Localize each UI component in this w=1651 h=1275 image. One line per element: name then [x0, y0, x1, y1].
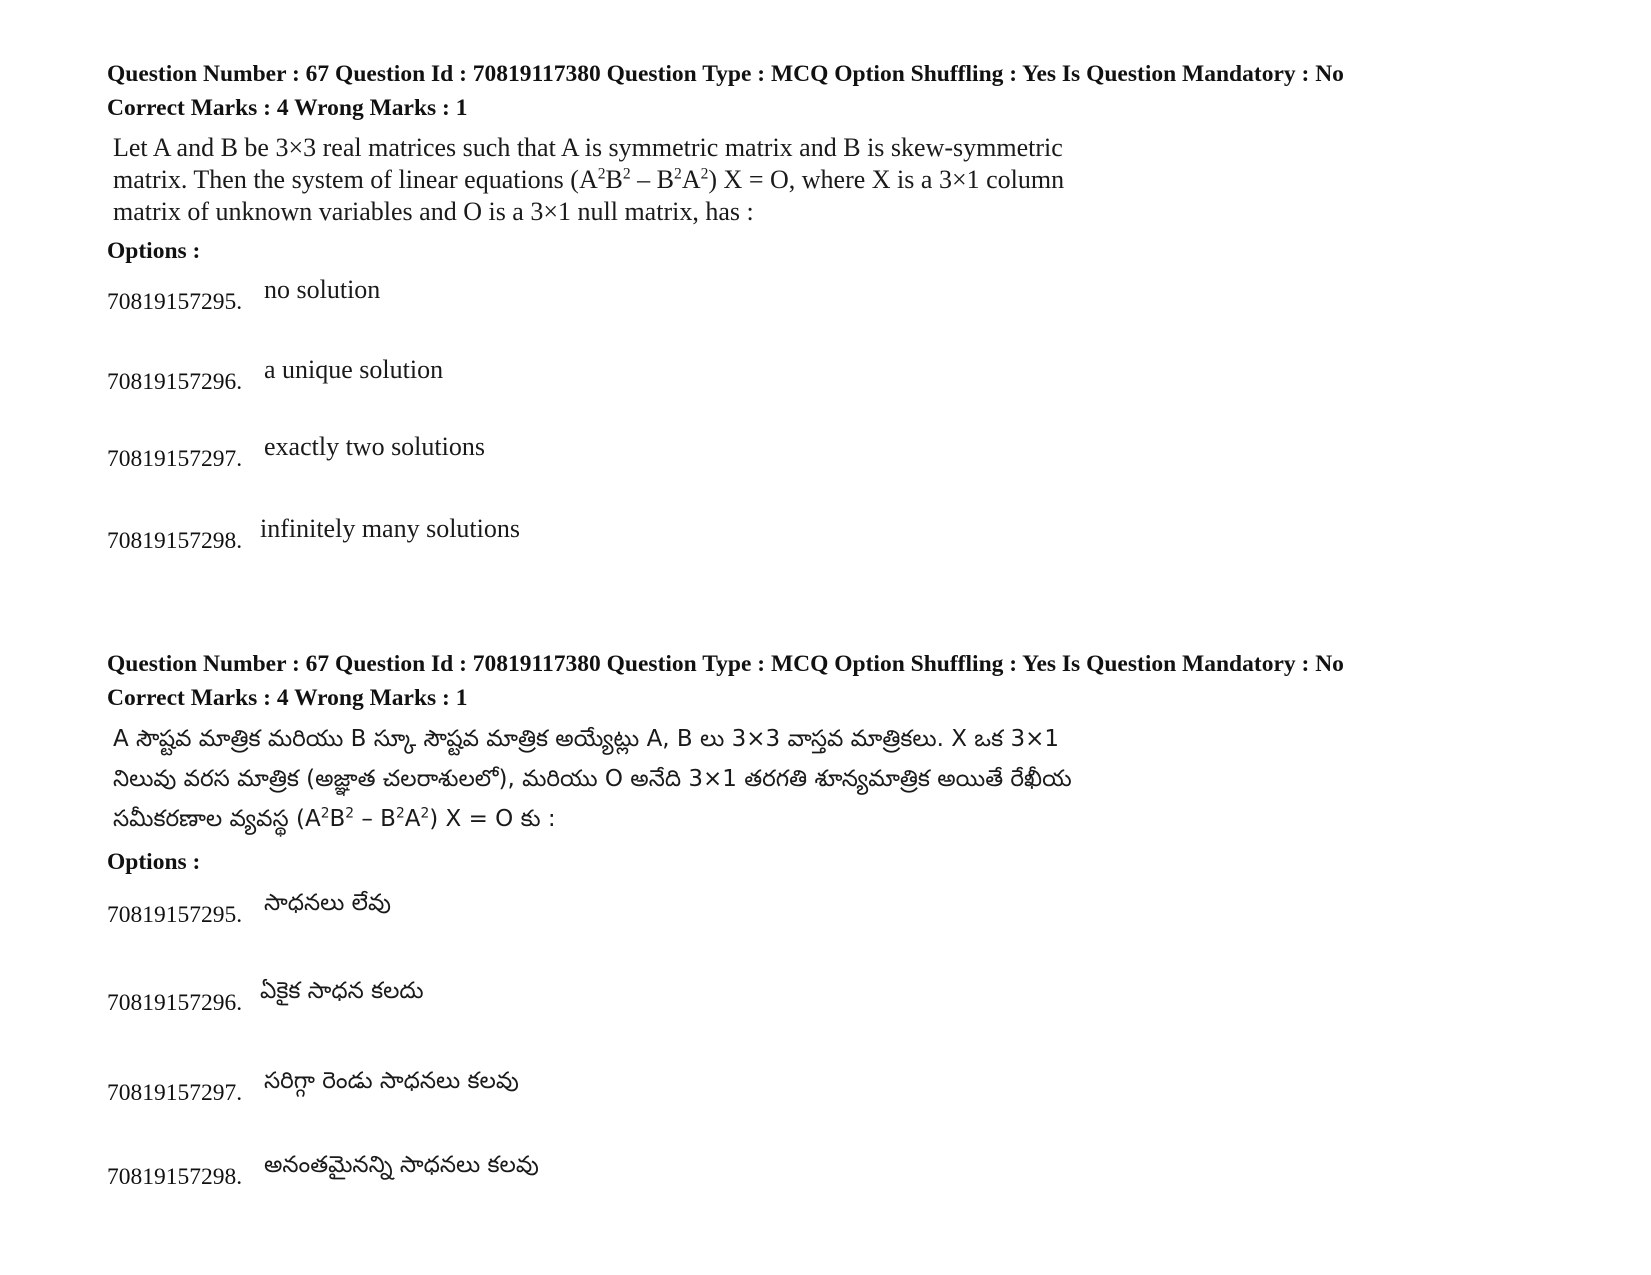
- option-row: [107, 1107, 1587, 1191]
- question-block-telugu: [107, 647, 1587, 1191]
- option-id: 70819157298.: [107, 1164, 243, 1190]
- question-text-line: నిలువు వరస మాత్రిక (అజ్ఞాత చలరాశులలో), మరియు O అనేది 3×1 తరగతి శూన్యమాత్రిక అయితే రేఖీయ: [113, 766, 1072, 792]
- option-id: 70819157297.: [107, 446, 243, 472]
- question-text-line: matrix of unknown variables and O is a 3×1 null matrix, has :: [113, 197, 754, 226]
- question-text-line: matrix. Then the system of linear equations $(A^2B^2 - B^2A^2) X = O$, where X is a 3×1 column: [113, 165, 1065, 194]
- question-marks: Correct Marks : 4 Wrong Marks : 1: [107, 685, 468, 711]
- option-row: [107, 396, 1587, 473]
- option-id: 70819157296.: [107, 990, 243, 1016]
- option-row: [107, 473, 1587, 555]
- question-text-line: A సౌష్టవ మాత్రిక మరియు B స్కూ సౌష్టవ మాత్రిక అయ్యేట్లు A, B లు 3×3 వాస్తవ మాత్రికలు. X ఒక 3×1: [113, 726, 1059, 752]
- option-row: [107, 316, 1587, 396]
- question-text: [113, 719, 1223, 839]
- option-text: సరిగ్గా రెండు సాధనలు కలవు: [264, 1068, 519, 1094]
- option-id: 70819157298.: [107, 528, 243, 554]
- option-text: a unique solution: [264, 355, 444, 384]
- question-meta: Question Number : 67 Question Id : 70819117380 Question Type : MCQ Option Shuffling : Yes Is Question Mandatory : No: [107, 61, 1344, 87]
- option-text: exactly two solutions: [264, 432, 485, 461]
- option-text: ఏకైక సాధన కలదు: [260, 978, 424, 1004]
- question-text-line: Let A and B be 3×3 real matrices such that A is symmetric matrix and B is skew-symmetric: [113, 133, 1063, 162]
- question-marks: Correct Marks : 4 Wrong Marks : 1: [107, 95, 468, 121]
- option-id: 70819157295.: [107, 902, 243, 928]
- question-block-english: [107, 57, 1587, 555]
- question-text: [113, 132, 1223, 228]
- option-row: [107, 1017, 1587, 1107]
- option-row: [107, 879, 1587, 929]
- question-meta: Question Number : 67 Question Id : 70819117380 Question Type : MCQ Option Shuffling : Yes Is Question Mandatory : No: [107, 651, 1344, 677]
- option-id: 70819157297.: [107, 1080, 243, 1106]
- option-id: 70819157295.: [107, 289, 243, 315]
- question-text-line: సమీకరణాల వ్యవస్థ $(A^2B^2 - B^2A^2) X = O$ కు :: [113, 805, 556, 832]
- option-text: infinitely many solutions: [260, 514, 520, 543]
- option-row: [107, 929, 1587, 1017]
- option-row: [107, 268, 1587, 316]
- options-label: Options :: [107, 849, 201, 875]
- option-text: అనంతమైనన్ని సాధనలు కలవు: [264, 1152, 539, 1178]
- option-text: సాధనలు లేవు: [264, 890, 391, 916]
- option-id: 70819157296.: [107, 369, 243, 395]
- option-text: no solution: [264, 275, 381, 304]
- options-label: Options :: [107, 238, 201, 264]
